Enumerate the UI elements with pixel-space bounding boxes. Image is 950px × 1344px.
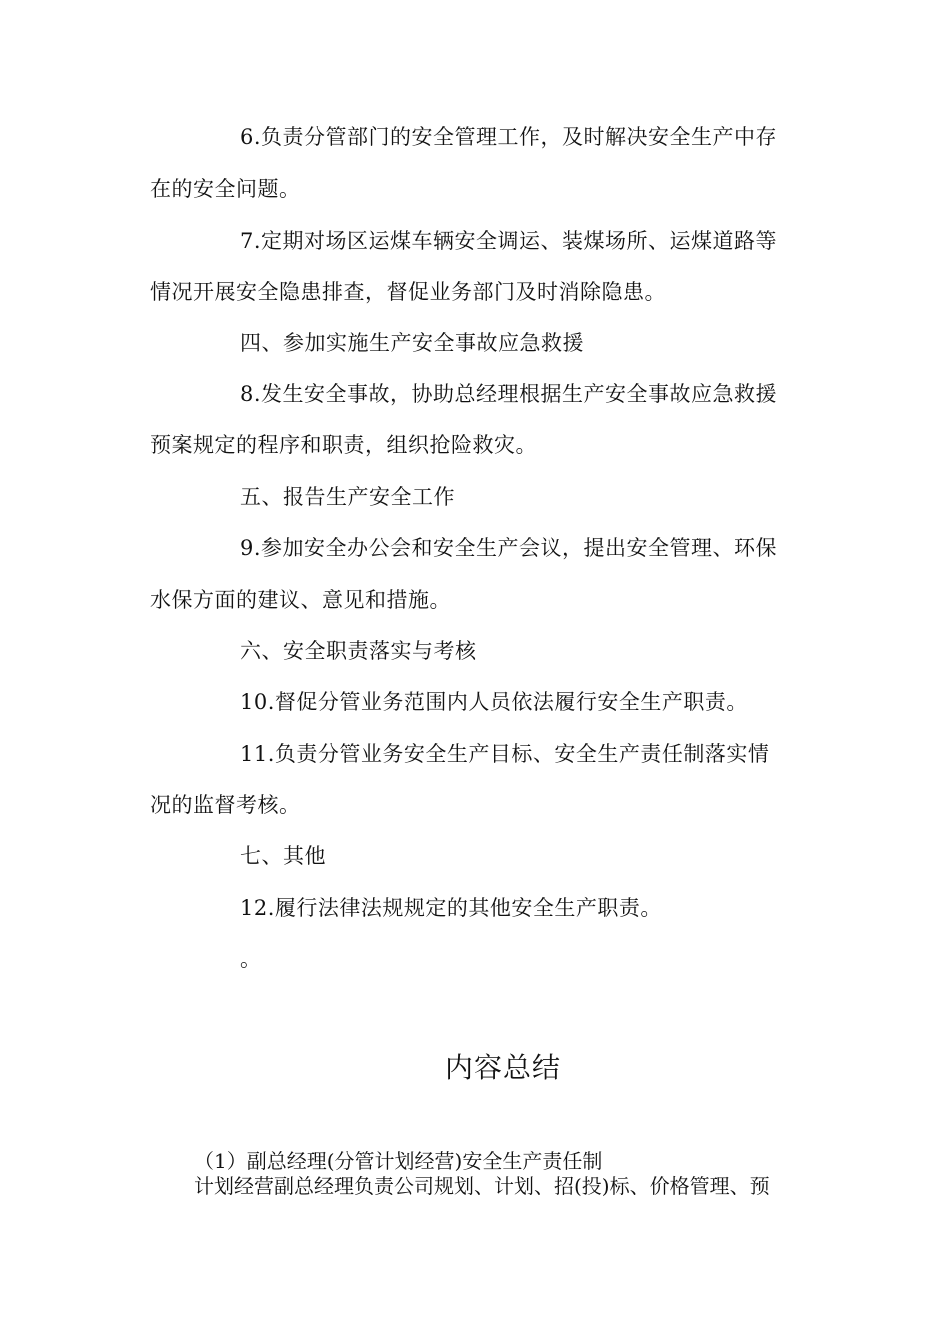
paragraph-line: 12.履行法律法规规定的其他安全生产职责。 [240, 896, 662, 920]
section-heading: 六、安全职责落实与考核 [240, 639, 477, 663]
paragraph-line: 在的安全问题。 [150, 177, 301, 201]
summary-line: 计划经营副总经理负责公司规划、计划、招(投)标、价格管理、预 [194, 1174, 770, 1198]
section-heading: 四、参加实施生产安全事故应急救援 [240, 331, 584, 355]
section-heading: 五、报告生产安全工作 [240, 485, 455, 509]
paragraph-line: 水保方面的建议、意见和措施。 [150, 588, 451, 612]
summary-line: （1）副总经理(分管计划经营)安全生产责任制 [194, 1149, 603, 1173]
paragraph-line: 9.参加安全办公会和安全生产会议，提出安全管理、环保 [240, 536, 778, 560]
paragraph-line: 况的监督考核。 [150, 793, 301, 817]
paragraph-line: 10.督促分管业务范围内人员依法履行安全生产职责。 [240, 690, 748, 714]
paragraph-line: 11.负责分管业务安全生产目标、安全生产责任制落实情 [240, 742, 770, 766]
paragraph-line: 预案规定的程序和职责，组织抢险救灾。 [150, 433, 537, 457]
paragraph-line: 8.发生安全事故，协助总经理根据生产安全事故应急救援 [240, 382, 778, 406]
trailing-mark: 。 [240, 947, 262, 971]
summary-title: 内容总结 [444, 1051, 561, 1084]
paragraph-line: 6.负责分管部门的安全管理工作，及时解决安全生产中存 [240, 125, 778, 149]
section-heading: 七、其他 [240, 844, 326, 868]
paragraph-line: 7.定期对场区运煤车辆安全调运、装煤场所、运煤道路等 [240, 229, 778, 253]
paragraph-line: 情况开展安全隐患排查，督促业务部门及时消除隐患。 [150, 280, 666, 304]
